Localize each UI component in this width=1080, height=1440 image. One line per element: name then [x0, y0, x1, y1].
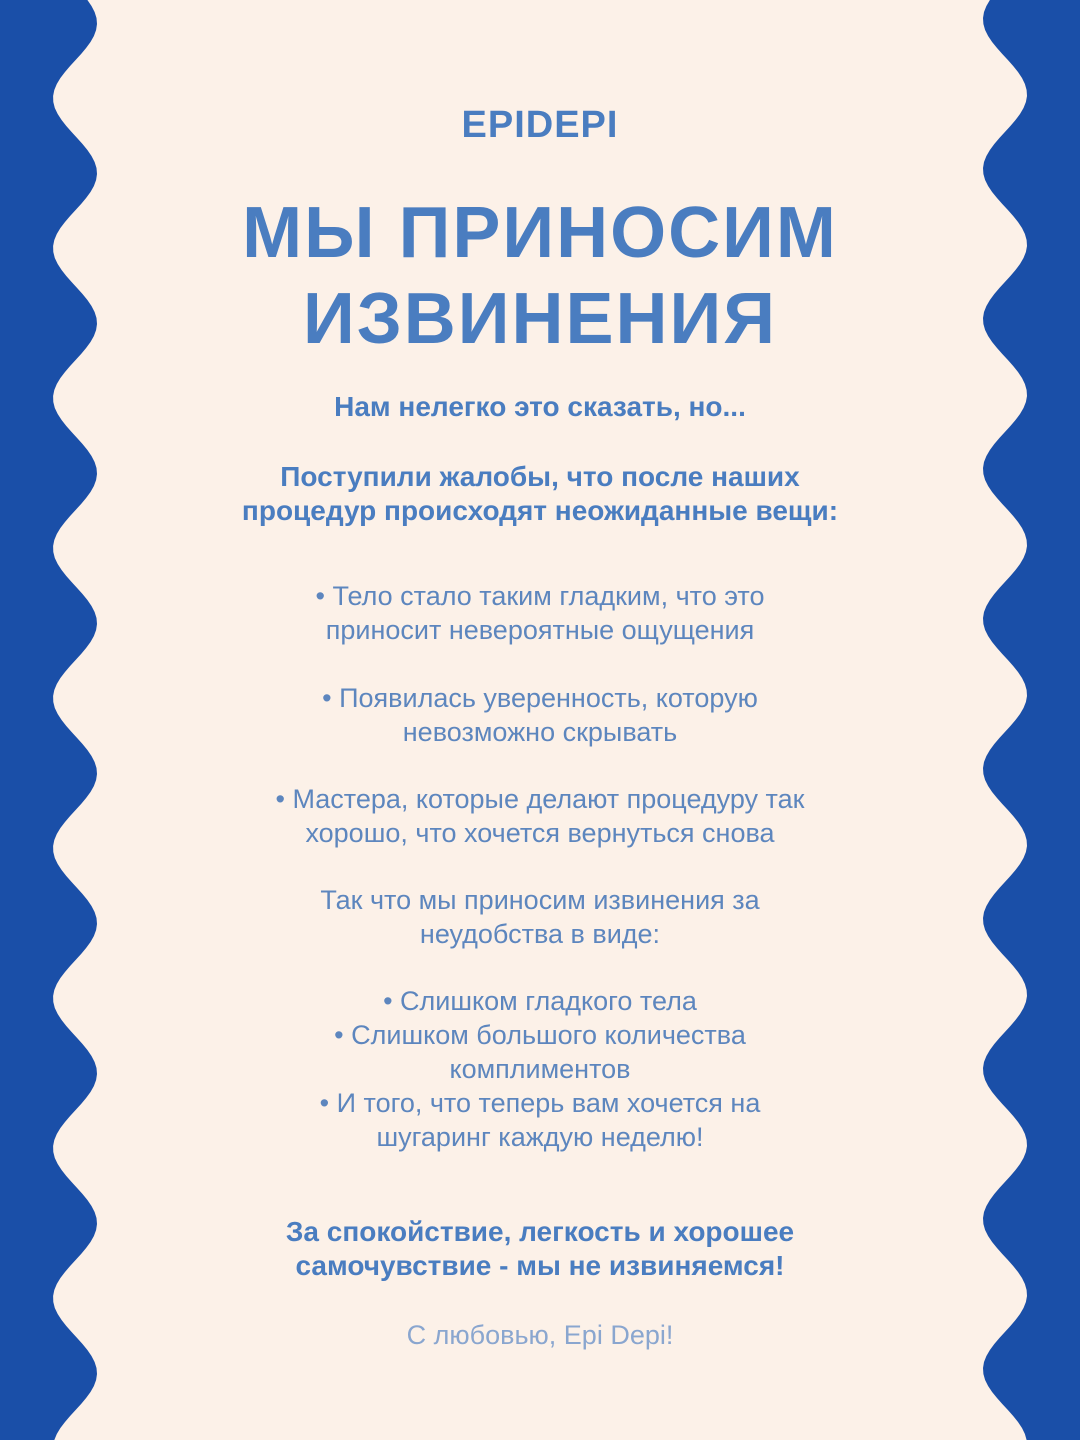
closing-line-2: самочувствие - мы не извиняемся!	[295, 1250, 785, 1281]
apology-text	[150, 883, 930, 951]
title-line-2: ИЗВИНЕНИЯ	[302, 279, 778, 359]
intro-line: Нам нелегко это сказать, но...	[334, 391, 746, 422]
bullet-2-line-1: • Появилась уверенность, которую	[322, 683, 758, 713]
bullet-item	[150, 579, 930, 647]
poster-content	[150, 0, 930, 1440]
complaint-text	[150, 460, 930, 528]
bullet-2-line-2: невозможно скрывать	[402, 717, 678, 747]
closing-line-1: За спокойствие, легкость и хорошее	[285, 1216, 795, 1247]
complaint-line-1: Поступили жалобы, что после наших	[280, 461, 800, 492]
inconveniences-list	[150, 984, 930, 1154]
bullet-3-line-1: • Мастера, которые делают процедуру так	[275, 784, 805, 814]
complaint-line-2: процедур происходят неожиданные вещи:	[241, 495, 839, 526]
closing-text	[150, 1215, 930, 1283]
bullet-1-line-1: • Тело стало таким гладким, что это	[315, 581, 765, 611]
bullet-item	[150, 681, 930, 749]
intro-text	[150, 390, 930, 424]
inconvenience-line-4: • И того, что теперь вам хочется на	[319, 1088, 761, 1118]
brand-name: EPIDEPI	[461, 104, 619, 146]
inconvenience-line-3: комплиментов	[449, 1054, 631, 1084]
inconvenience-line-5: шугаринг каждую неделю!	[376, 1122, 704, 1152]
bullet-3-line-2: хорошо, что хочется вернуться снова	[305, 818, 775, 848]
page-title	[150, 190, 930, 362]
bullet-1-line-2: приносит невероятные ощущения	[325, 615, 755, 645]
bullet-item	[150, 782, 930, 850]
signature: С любовью, Epi Depi!	[406, 1320, 674, 1350]
title-line-1: МЫ ПРИНОСИМ	[242, 193, 838, 273]
apology-line-2: неудобства в виде:	[419, 919, 661, 949]
inconvenience-line-2: • Слишком большого количества	[334, 1020, 746, 1050]
inconvenience-line-1: • Слишком гладкого тела	[383, 986, 697, 1016]
apology-line-1: Так что мы приносим извинения за	[320, 885, 760, 915]
